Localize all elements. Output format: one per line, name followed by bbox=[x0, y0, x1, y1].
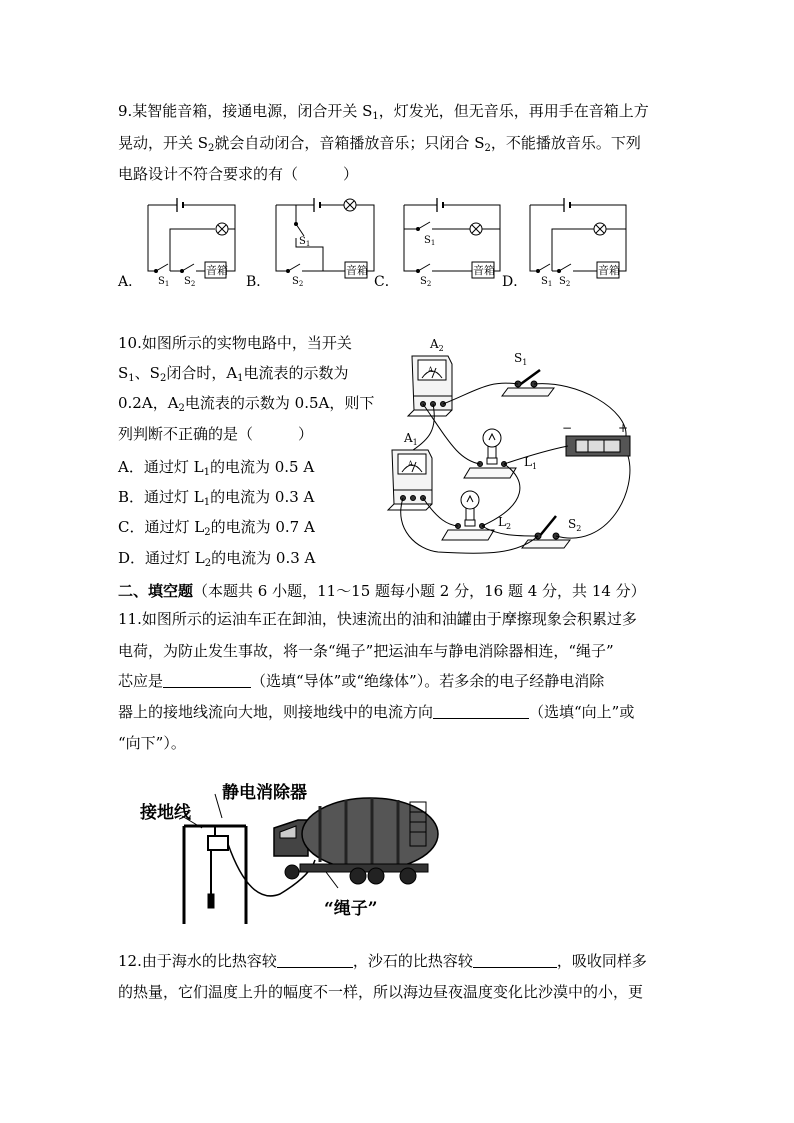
subscript: 1 bbox=[372, 111, 379, 122]
subscript: 1 bbox=[237, 373, 244, 384]
text: 电流表的示数为 bbox=[243, 364, 349, 382]
section-note: （本题共 6 小题，11～15 题每小题 2 分，16 题 4 分，共 14 分） bbox=[193, 582, 646, 600]
text: ，灯发光，但无音乐，再用手在音箱上方 bbox=[378, 102, 649, 120]
text: 11.如图所示的运油车正在卸油，快速流出的油和油罐由于摩擦现象会积累过多 bbox=[118, 610, 637, 628]
subscript: 2 bbox=[178, 403, 185, 414]
text: 9.某智能音箱，接通电源，闭合开关 S bbox=[118, 102, 373, 120]
q12-line-1 bbox=[118, 952, 647, 970]
text: （选填“向上”或 bbox=[529, 703, 635, 721]
switch-label-s1: $S_1$ bbox=[541, 276, 553, 288]
ammeter-a1-label: $A_1$ bbox=[404, 431, 418, 447]
q11-line-2 bbox=[118, 642, 614, 660]
text: 的电流为 0.5 A bbox=[209, 458, 315, 476]
text: 芯应是 bbox=[118, 672, 164, 690]
switch-label-s2: $S_2$ bbox=[184, 276, 196, 288]
text: 电荷，为防止发生事故，将一条“绳子”把运油车与静电消除器相连，“绳子” bbox=[118, 642, 614, 660]
text: 电路设计不符合要求的有（ ） bbox=[118, 165, 359, 183]
answer-blank[interactable] bbox=[277, 953, 353, 968]
q10-line-3 bbox=[118, 394, 374, 418]
text: 10.如图所示的实物电路中，当开关 bbox=[118, 334, 352, 352]
subscript: 1 bbox=[128, 373, 135, 384]
q9-line-3 bbox=[118, 165, 358, 183]
section-title: 二、填空题 bbox=[118, 582, 194, 600]
text: 的电流为 0.3 A bbox=[210, 488, 315, 506]
option-label-b: B． bbox=[246, 274, 271, 290]
text: 的热量，它们温度上升的幅度不一样，所以海边昼夜温度变化比沙漠中的小，更 bbox=[118, 983, 644, 1001]
q11-line-5 bbox=[118, 734, 186, 752]
switch-s1-label: $S_1$ bbox=[514, 351, 528, 367]
switch-s2-label: $S_2$ bbox=[568, 517, 582, 533]
rope-label: “绳子” bbox=[324, 899, 378, 919]
subscript: 2 bbox=[204, 527, 211, 538]
speaker-label: 音箱 bbox=[346, 264, 368, 277]
text: ，沙石的比热容较 bbox=[352, 952, 473, 970]
meter-face-label: A bbox=[428, 366, 434, 374]
q9-line-2 bbox=[118, 134, 641, 158]
switch-label-s2: $S_2$ bbox=[292, 276, 304, 288]
option-label-c: C． bbox=[374, 274, 399, 290]
text: D．通过灯 L bbox=[118, 549, 205, 567]
subscript: 2 bbox=[484, 143, 491, 154]
subscript: 2 bbox=[208, 143, 215, 154]
text: ，不能播放音乐。下列 bbox=[490, 134, 641, 152]
switch-label-s1: $S_1$ bbox=[299, 236, 311, 248]
text: “向下”）。 bbox=[118, 734, 186, 752]
text: （选填“导体”或“绝缘体”）。若多余的电子经静电消除 bbox=[251, 672, 605, 690]
lamp-l2-label: $L_2$ bbox=[498, 515, 512, 531]
meter-face-label: A bbox=[408, 460, 414, 468]
q11-line-1 bbox=[118, 610, 637, 628]
answer-blank[interactable] bbox=[163, 673, 251, 688]
subscript: 2 bbox=[159, 373, 167, 384]
q10-line-2 bbox=[118, 364, 349, 388]
ammeter-a2-label: $A_2$ bbox=[430, 337, 444, 353]
text: 电流表的示数为 0.5A，则下 bbox=[184, 394, 375, 412]
switch-label-s2: $S_2$ bbox=[559, 276, 571, 288]
q9-line-1 bbox=[118, 102, 649, 126]
text: S bbox=[118, 364, 129, 382]
text: 闭合时，A bbox=[166, 364, 238, 382]
subscript: 2 bbox=[204, 558, 212, 569]
text: 列判断不正确的是（ ） bbox=[118, 425, 314, 443]
switch-label-s1: $S_1$ bbox=[158, 276, 170, 288]
speaker-label: 音箱 bbox=[473, 264, 495, 277]
q11-line-4 bbox=[118, 703, 634, 721]
option-label-d: D． bbox=[502, 274, 528, 290]
physical-circuit-figure bbox=[378, 330, 654, 570]
q10-option-d bbox=[118, 549, 315, 573]
text: C．通过灯 L bbox=[118, 518, 205, 536]
answer-blank[interactable] bbox=[473, 953, 557, 968]
subscript: 1 bbox=[203, 467, 210, 478]
text: 的电流为 0.3 A bbox=[211, 549, 316, 567]
text: 就会自动闭合，音箱播放音乐；只闭合 S bbox=[214, 134, 485, 152]
ground-wire-label: 接地线 bbox=[140, 803, 191, 823]
eliminator-label: 静电消除器 bbox=[222, 783, 307, 803]
text: 晃动，开关 S bbox=[118, 134, 209, 152]
text: 器上的接地线流向大地，则接地线中的电流方向 bbox=[118, 703, 434, 721]
text: 、S bbox=[134, 364, 160, 382]
q10-option-c bbox=[118, 518, 315, 542]
lamp-l1-label: $L_1$ bbox=[524, 455, 538, 471]
text: A．通过灯 L bbox=[118, 458, 204, 476]
text: 的电流为 0.7 A bbox=[210, 518, 315, 536]
battery-plus-label: + bbox=[618, 421, 629, 435]
text: 0.2A，A bbox=[118, 394, 179, 412]
speaker-label: 音箱 bbox=[598, 264, 620, 277]
q10-line-1 bbox=[118, 334, 352, 352]
q10-line-4 bbox=[118, 425, 313, 443]
section-heading bbox=[118, 582, 646, 600]
option-label-a: A． bbox=[118, 274, 143, 290]
q10-option-b bbox=[118, 488, 314, 512]
tanker-figure bbox=[140, 776, 440, 932]
text: B．通过灯 L bbox=[118, 488, 204, 506]
q10-option-a bbox=[118, 458, 314, 482]
speaker-label: 音箱 bbox=[206, 264, 228, 277]
q12-line-2 bbox=[118, 983, 643, 1001]
text: ，吸收同样多 bbox=[556, 952, 647, 970]
battery-minus-label: − bbox=[562, 421, 573, 435]
q11-line-3 bbox=[118, 672, 604, 690]
switch-label-s1: $S_1$ bbox=[424, 235, 436, 247]
switch-label-s2: $S_2$ bbox=[420, 276, 432, 288]
text: 12.由于海水的比热容较 bbox=[118, 952, 277, 970]
answer-blank[interactable] bbox=[433, 704, 529, 719]
subscript: 1 bbox=[203, 497, 211, 508]
